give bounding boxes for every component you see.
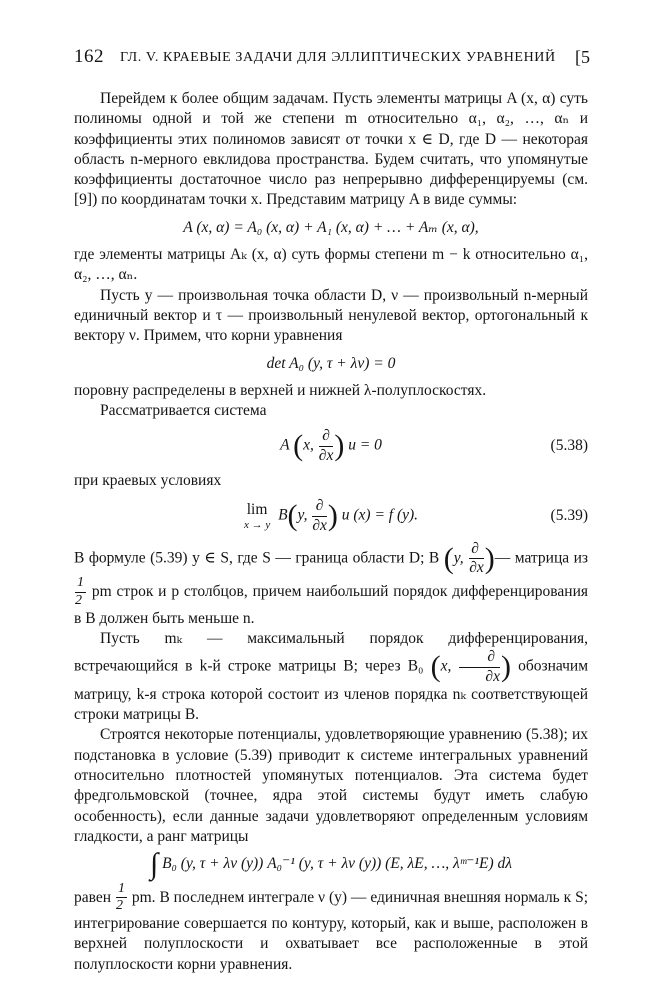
section-mark: [5 xyxy=(575,47,590,67)
equation-number-5-39: (5.39) xyxy=(550,506,588,524)
eq539-derivative: $\frac{\partial}{\partial x}$ xyxy=(312,497,327,534)
paragraph-general-problems: Перейдем к более общим задачам. Пусть элементы матрицы A (x, α) суть полиномы одной и той же степени m относительно α₁, α₂, …, αₙ и коэффициенты этих полиномов зависят от точки x ∈ D, где D — некоторая область n-мерного евклидова пространства. Будем считать, что упомянутые коэффициенты достаточное число раз непрерывно дифференцируемы (см. [9]) по координатам точки x. Представим матрицу A в виде суммы: xyxy=(74,90,588,209)
paragraph-roots: Пусть y — произвольная точка области D, ν — произвольный n-мерный единичный вектор и τ — произвольный ненулевой вектор, ортогональный к вектору ν. Примем, что корни уравнения xyxy=(74,286,588,345)
page-header xyxy=(74,46,594,72)
running-head: ГЛ. V. КРАЕВЫЕ ЗАДАЧИ ДЛЯ ЭЛЛИПТИЧЕСКИХ УРАВНЕНИЙ xyxy=(120,50,556,65)
paragraph-rank-conclusion: равен $\frac{1}{2}$ pm. В последнем интеграле ν (y) — единичная внешняя нормаль к S; интегрирование совершается по контуру, который, как и выше, расположен в верхней полуплоскости и охватывает все расположенные в этой полуплоскости корни уравнения. xyxy=(74,880,589,973)
eq539-rhs: u (x) = f (y). xyxy=(341,506,419,524)
p10-half: $\frac{1}{2}$ xyxy=(115,880,125,914)
eq538-arg: x, xyxy=(303,436,314,454)
paragraph-system-intro: Рассматривается система xyxy=(100,402,267,420)
eq538-derivative: $\frac{\partial}{\partial x}$ xyxy=(318,427,334,464)
eq538-operator: A xyxy=(280,436,290,454)
eq538-rhs: u = 0 xyxy=(348,436,382,454)
paragraph-potentials: Строятся некоторые потенциалы, удовлетворяющие уравнению (5.38); их подстановка в условие (5.39) приводит к системе интегральных уравнений относительно плотностей упомянутых потенциалов. Эта система будет фредгольмовской (точнее, ядра этой системы будут иметь слабую особенность), если данные задачи удовлетворяют определенным условиям гладкости, а ранг матрицы xyxy=(74,726,588,845)
equation-rank-integral: ∫ B₀ (y, τ + λν (y)) A₀⁻¹ (y, τ + λν (y)) (E, λE, …, λᵐ⁻¹E) dλ xyxy=(149,847,512,881)
equation-5-39: lim x → y B(y, $\frac{\partial}{\partial x}$ ) u (x) = f (y). (5.39) xyxy=(243,497,588,534)
p7-half: $\frac{1}{2}$ xyxy=(75,575,84,609)
page-body xyxy=(74,89,588,975)
equation-number-5-38: (5.38) xyxy=(550,437,588,455)
eq539-limit: lim x → y xyxy=(243,501,271,531)
paragraph-boundary-conditions: при краевых условиях xyxy=(74,471,222,489)
p8-derivative: $\frac{\partial}{\partial x}$ xyxy=(459,649,500,685)
equation-5-38: A (x, $\frac{\partial}{\partial x}$ ) u = 0 (5.38) xyxy=(280,427,588,464)
page-number: 162 xyxy=(74,46,104,67)
paragraph-half-planes: поровну распределены в верхней и нижней λ-полуплоскостях. xyxy=(74,381,487,399)
equation-det: det A₀ (y, τ + λν) = 0 xyxy=(266,354,396,372)
p7-derivative: $\frac{\partial}{\partial x}$ xyxy=(469,539,484,577)
paragraph-formula-explanation: В формуле (5.39) y ∈ S, где S — граница области D; B (y, $\frac{\partial}{\partial x}$ )— матрица из $\frac{1}{2}$ pm строк и p столбцов, причем наибольший порядок дифференцирования в B должен быть меньше n. xyxy=(74,539,589,627)
paragraph-forms: где элементы матрицы Aₖ (x, α) суть формы степени m − k относительно α₁, α₂, …, αₙ. xyxy=(74,246,588,284)
paragraph-max-order: Пусть mₖ — максимальный порядок дифференцирования, встречающийся в k-й строке матрицы B; через B₀ (x, $\frac{\partial}{\partial x}$ ) обозначим матрицу, k-я строка которой состоит из членов порядка nₖ соответствующей строки матрицы B. xyxy=(74,630,589,724)
equation-matrix-sum: A (x, α) = A₀ (x, α) + A₁ (x, α) + … + Aₘ (x, α), xyxy=(183,218,479,236)
